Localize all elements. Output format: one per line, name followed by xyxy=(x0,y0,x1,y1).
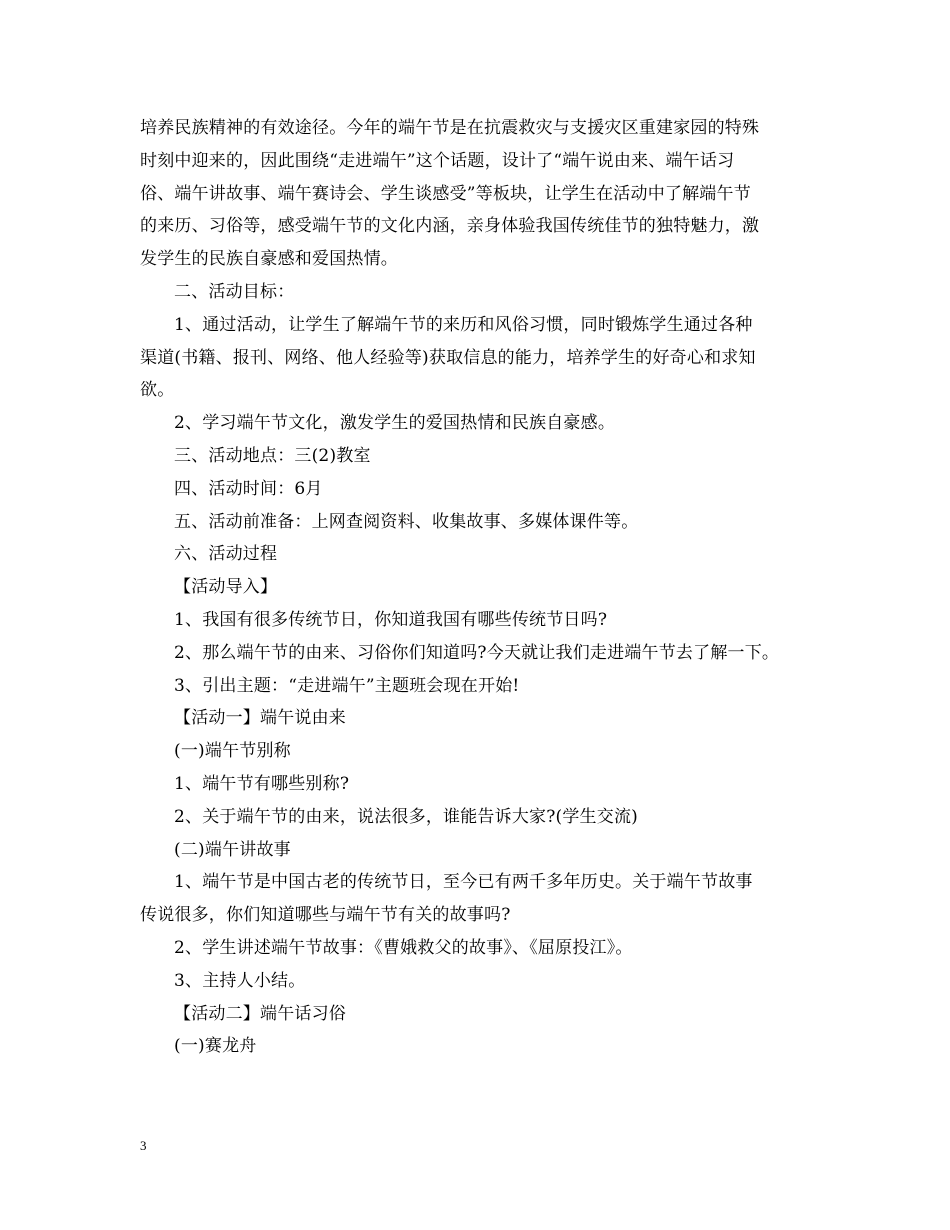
text-line: 培养民族精神的有效途径。今年的端午节是在抗震救灾与支援灾区重建家园的特殊 xyxy=(140,118,760,138)
text-line: 2、那么端午节的由来、习俗你们知道吗?今天就让我们走进端午节去了解一下。 xyxy=(174,642,780,663)
text-line: 3、引出主题：“走进端午”主题班会现在开始! xyxy=(174,675,520,696)
text-line: 的来历、习俗等，感受端午节的文化内涵，亲身体验我国传统佳节的独特魅力，激 xyxy=(140,216,760,237)
text-line: 三、活动地点：三(2)教室 xyxy=(174,445,371,466)
text-line: 2、学生讲述端午节故事：《曹娥救父的故事》、《屈原投江》。 xyxy=(174,937,633,958)
text-line: (一)赛龙舟 xyxy=(174,1036,257,1057)
text-line: 六、活动过程 xyxy=(174,544,278,565)
document-body xyxy=(140,112,820,1063)
text-line: 【活动导入】 xyxy=(174,577,278,598)
page-number: 3 xyxy=(140,1138,147,1153)
text-line: (一)端午节别称 xyxy=(174,741,291,762)
text-line: 3、主持人小结。 xyxy=(174,970,306,991)
text-line: 时刻中迎来的，因此围绕“走进端午”这个话题，设计了“端午说由来、端午话习 xyxy=(140,150,735,171)
text-line: 1、通过活动，让学生了解端午节的来历和风俗习惯，同时锻炼学生通过各种 xyxy=(174,314,753,335)
text-line: (二)端午讲故事 xyxy=(174,839,291,860)
text-line: 二、活动目标： xyxy=(174,281,295,302)
text-line: 1、端午节是中国古老的传统节日，至今已有两千多年历史。关于端午节故事 xyxy=(174,872,753,893)
text-line: 2、关于端午节的由来，说法很多，谁能告诉大家?(学生交流) xyxy=(174,806,638,827)
text-line: 1、我国有很多传统节日，你知道我国有哪些传统节日吗? xyxy=(174,609,608,630)
text-line: 【活动一】端午说由来 xyxy=(174,708,346,729)
text-line: 四、活动时间：6月 xyxy=(174,478,323,499)
text-line: 五、活动前准备：上网查阅资料、收集故事、多媒体课件等。 xyxy=(174,511,639,532)
text-line: 渠道(书籍、报刊、网络、他人经验等)获取信息的能力，培养学生的好奇心和求知 xyxy=(140,347,756,368)
text-line: 欲。 xyxy=(140,380,175,401)
text-line: 1、端午节有哪些别称? xyxy=(174,773,350,794)
text-line: 发学生的民族自豪感和爱国热情。 xyxy=(140,249,398,270)
text-line: 【活动二】端午话习俗 xyxy=(174,1003,346,1024)
text-line: 传说很多，你们知道哪些与端午节有关的故事吗? xyxy=(140,905,511,926)
text-line: 2、学习端午节文化，激发学生的爱国热情和民族自豪感。 xyxy=(174,413,616,434)
text-line: 俗、端午讲故事、端午赛诗会、学生谈感受”等板块，让学生在活动中了解端午节 xyxy=(140,183,751,204)
